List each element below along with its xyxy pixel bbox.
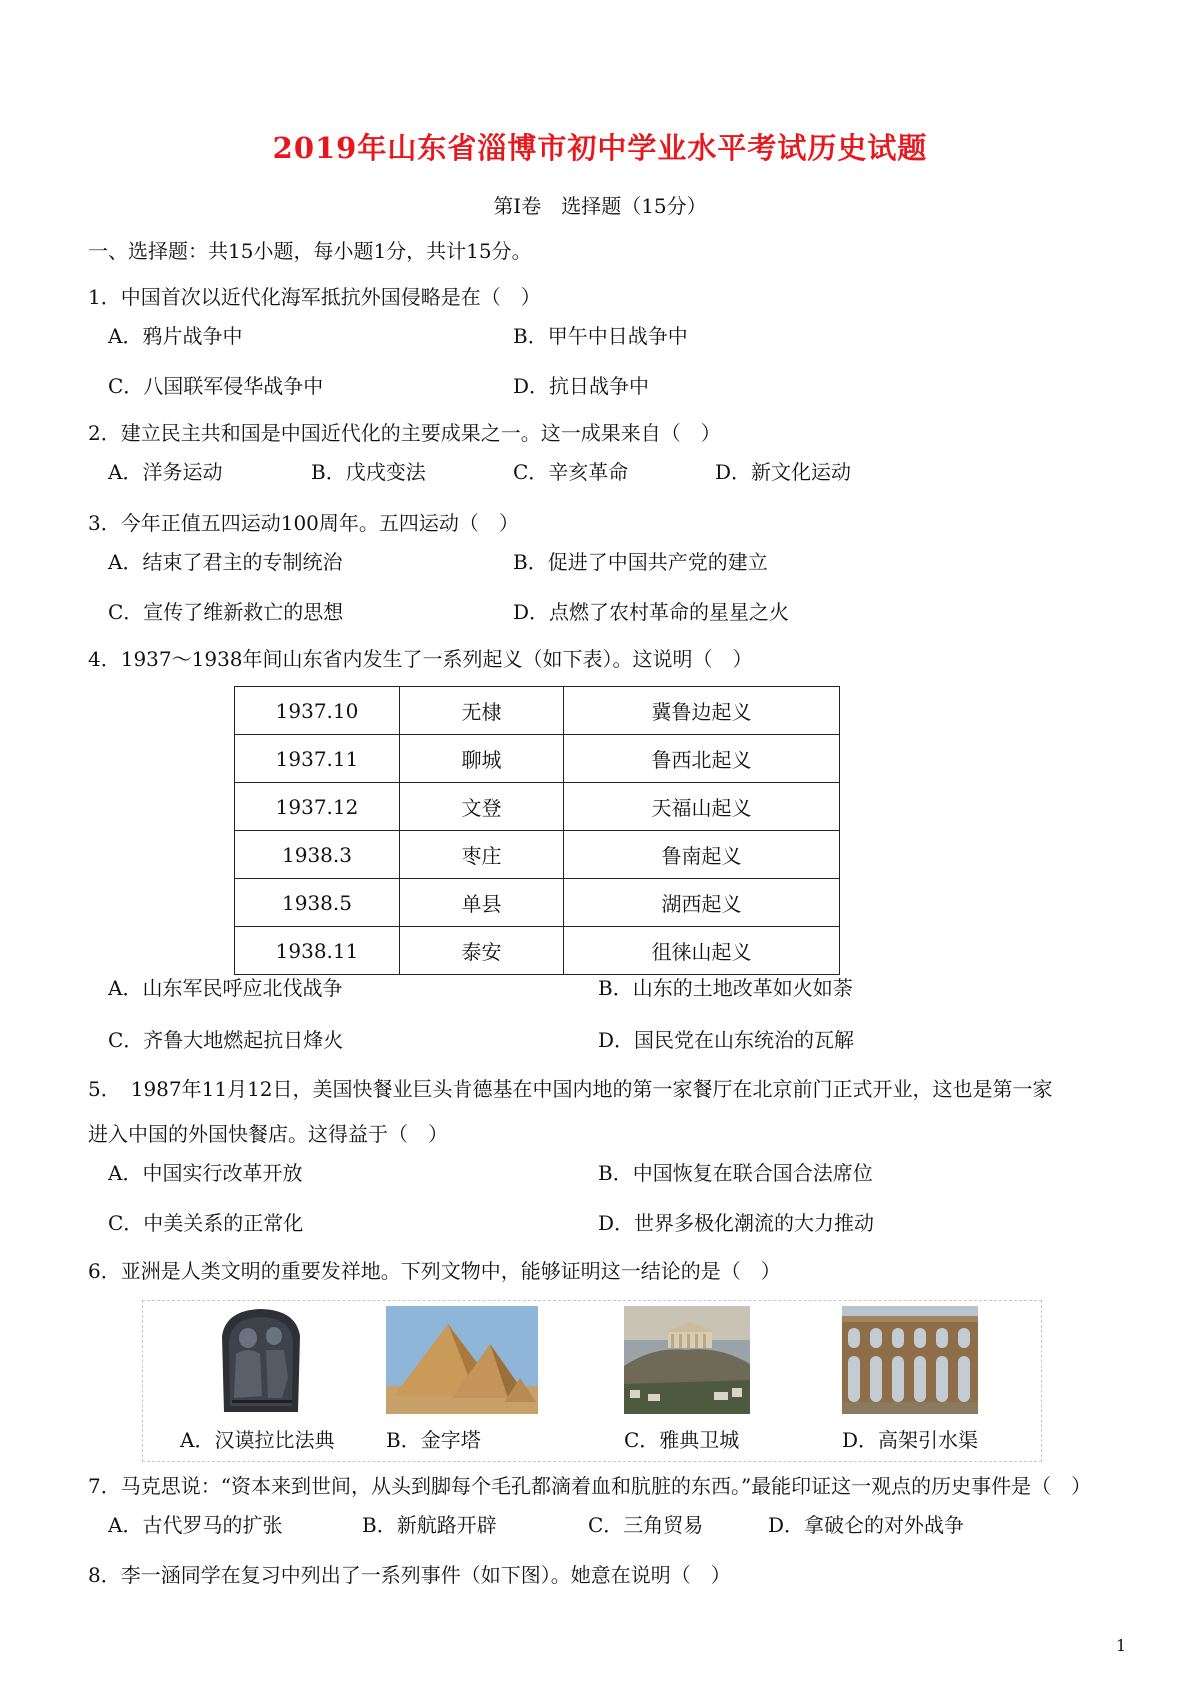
table-cell-date: 1937.10 <box>235 687 400 735</box>
question-3-option-d: D．点燃了农村革命的星星之火 <box>513 600 790 624</box>
table-row <box>235 879 840 927</box>
question-6-caption-b: B．金字塔 <box>386 1428 481 1452</box>
table-row <box>235 735 840 783</box>
table-cell-place: 枣庄 <box>400 831 564 879</box>
uprisings-table <box>234 686 840 975</box>
page-number: 1 <box>1116 1636 1127 1655</box>
section-subtitle: 第Ⅰ卷 选择题（15分） <box>493 194 707 218</box>
table-row <box>235 831 840 879</box>
page-title: 2019年山东省淄博市初中学业水平考试历史试题 <box>272 131 928 165</box>
question-2-option-b: B．戊戌变法 <box>311 460 426 484</box>
question-4-option-d: D．国民党在山东统治的瓦解 <box>598 1028 855 1052</box>
question-7-option-a: A．古代罗马的扩张 <box>108 1513 283 1537</box>
question-1-option-d: D．抗日战争中 <box>513 374 650 398</box>
acropolis-image <box>624 1306 750 1414</box>
question-7-option-b: B．新航路开辟 <box>362 1513 497 1537</box>
question-5-option-c: C．中美关系的正常化 <box>108 1211 304 1235</box>
question-4-option-a: A．山东军民呼应北伐战争 <box>108 976 343 1000</box>
question-4-option-c: C．齐鲁大地燃起抗日烽火 <box>108 1028 344 1052</box>
question-6-stem: 6．亚洲是人类文明的重要发祥地。下列文物中，能够证明这一结论的是（ ） <box>88 1259 781 1283</box>
table-cell-event: 徂徕山起义 <box>564 927 840 975</box>
question-1-option-b: B．甲午中日战争中 <box>513 324 688 348</box>
table-cell-place: 无棣 <box>400 687 564 735</box>
question-3-option-b: B．促进了中国共产党的建立 <box>513 550 768 574</box>
question-2-option-a: A．洋务运动 <box>108 460 223 484</box>
table-cell-place: 单县 <box>400 879 564 927</box>
question-6-caption-a: A．汉谟拉比法典 <box>180 1428 335 1452</box>
question-3-option-c: C．宣传了维新救亡的思想 <box>108 600 344 624</box>
question-5-stem-line2: 进入中国的外国快餐店。这得益于（ ） <box>88 1122 448 1146</box>
table-row <box>235 783 840 831</box>
question-8-stem: 8．李一涵同学在复习中列出了一系列事件（如下图）。她意在说明（ ） <box>88 1563 731 1587</box>
question-4-stem: 4．1937～1938年间山东省内发生了一系列起义（如下表）。这说明（ ） <box>88 647 753 671</box>
table-cell-place: 文登 <box>400 783 564 831</box>
question-1-option-c: C．八国联军侵华战争中 <box>108 374 324 398</box>
table-cell-date: 1937.11 <box>235 735 400 783</box>
question-7-option-c: C．三角贸易 <box>588 1513 704 1537</box>
table-cell-event: 鲁西北起义 <box>564 735 840 783</box>
pyramids-image <box>386 1306 538 1414</box>
question-2-option-c: C．辛亥革命 <box>513 460 629 484</box>
question-3-stem: 3．今年正值五四运动100周年。五四运动（ ） <box>88 511 519 535</box>
question-2-option-d: D．新文化运动 <box>715 460 852 484</box>
table-cell-date: 1938.5 <box>235 879 400 927</box>
aqueduct-image <box>842 1306 978 1414</box>
question-5-option-d: D．世界多极化潮流的大力推动 <box>598 1211 875 1235</box>
table-cell-event: 冀鲁边起义 <box>564 687 840 735</box>
table-cell-date: 1937.12 <box>235 783 400 831</box>
question-5-stem-line1: 5． 1987年11月12日，美国快餐业巨头肯德基在中国内地的第一家餐厅在北京前门正式开业，这也是第一家 <box>88 1077 1053 1101</box>
question-5-option-b: B．中国恢复在联合国合法席位 <box>598 1161 873 1185</box>
table-cell-place: 泰安 <box>400 927 564 975</box>
question-2-stem: 2．建立民主共和国是中国近代化的主要成果之一。这一成果来自（ ） <box>88 421 721 445</box>
table-row <box>235 927 840 975</box>
question-3-option-a: A．结束了君主的专制统治 <box>108 550 343 574</box>
question-5-option-a: A．中国实行改革开放 <box>108 1161 303 1185</box>
question-4-option-b: B．山东的土地改革如火如荼 <box>598 976 853 1000</box>
question-7-stem: 7．马克思说：“资本来到世间，从头到脚每个毛孔都滴着血和肮脏的东西。”最能印证这一观点的历史事件是（ ） <box>88 1474 1092 1498</box>
question-1-option-a: A．鸦片战争中 <box>108 324 243 348</box>
table-cell-event: 湖西起义 <box>564 879 840 927</box>
table-row <box>235 687 840 735</box>
question-6-caption-c: C．雅典卫城 <box>624 1428 740 1452</box>
table-cell-date: 1938.3 <box>235 831 400 879</box>
question-7-option-d: D．拿破仑的对外战争 <box>768 1513 965 1537</box>
question-1-stem: 1．中国首次以近代化海军抵抗外国侵略是在（ ） <box>88 285 541 309</box>
table-cell-date: 1938.11 <box>235 927 400 975</box>
table-cell-event: 鲁南起义 <box>564 831 840 879</box>
stele-image <box>210 1306 312 1414</box>
question-6-caption-d: D．高架引水渠 <box>842 1428 979 1452</box>
table-cell-event: 天福山起义 <box>564 783 840 831</box>
table-cell-place: 聊城 <box>400 735 564 783</box>
section-intro: 一、选择题：共15小题，每小题1分，共计15分。 <box>88 239 532 263</box>
